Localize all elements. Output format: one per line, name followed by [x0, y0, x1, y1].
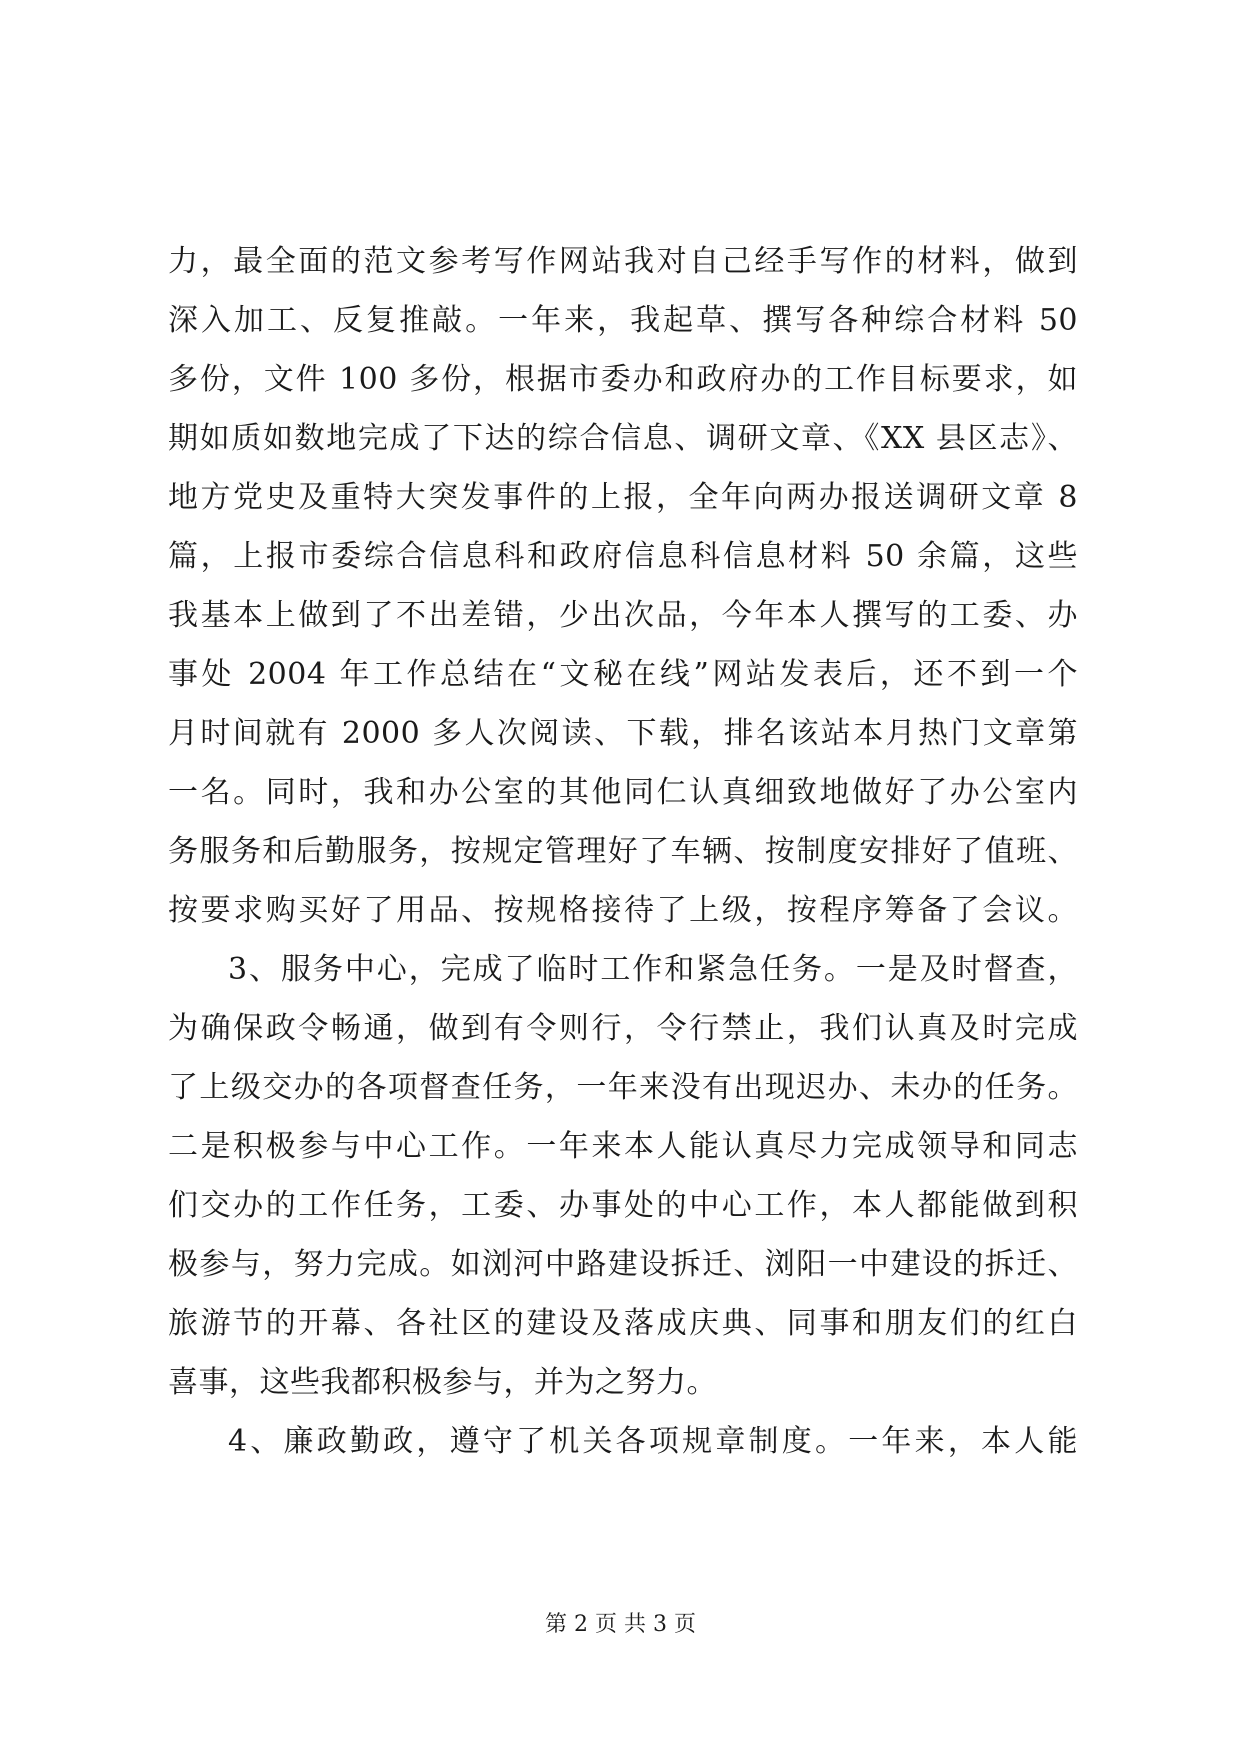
text-line: 我基本上做到了不出差错，少出次品，今年本人撰写的工委、办 — [168, 598, 1078, 633]
page-footer — [0, 1610, 1241, 1640]
text-line: 了上级交办的各项督查任务，一年来没有出现迟办、未办的任务。 — [168, 1070, 1078, 1105]
text-line: 按要求购买好了用品、按规格接待了上级，按程序筹备了会议。 — [168, 893, 1078, 928]
page-number-label: 第 2 页 共 3 页 — [545, 1612, 696, 1637]
text-line: 旅游节的开幕、各社区的建设及落成庆典、同事和朋友们的红白 — [168, 1306, 1078, 1341]
paragraph-start-line: 4、廉政勤政，遵守了机关各项规章制度。一年来，本人能 — [228, 1424, 1078, 1459]
text-line: 多份，文件 100 多份，根据市委办和政府办的工作目标要求，如 — [168, 362, 1078, 397]
text-line: 事处 2004 年工作总结在“文秘在线”网站发表后，还不到一个 — [168, 657, 1078, 692]
text-line: 务服务和后勤服务，按规定管理好了车辆、按制度安排好了值班、 — [168, 834, 1078, 869]
text-line: 力，最全面的范文参考写作网站我对自己经手写作的材料，做到 — [168, 244, 1078, 279]
text-line: 地方党史及重特大突发事件的上报，全年向两办报送调研文章 8 — [168, 480, 1078, 515]
paragraph-start-line: 3、服务中心，完成了临时工作和紧急任务。一是及时督查， — [228, 952, 1078, 987]
text-line: 期如质如数地完成了下达的综合信息、调研文章、《XX 县区志》、 — [168, 421, 1078, 456]
text-line: 月时间就有 2000 多人次阅读、下载，排名该站本月热门文章第 — [168, 716, 1078, 751]
text-line: 篇，上报市委综合信息科和政府信息科信息材料 50 余篇，这些 — [168, 539, 1078, 574]
text-line: 二是积极参与中心工作。一年来本人能认真尽力完成领导和同志 — [168, 1129, 1078, 1164]
paragraph-end-line: 喜事，这些我都积极参与，并为之努力。 — [168, 1365, 717, 1400]
text-line: 深入加工、反复推敲。一年来，我起草、撰写各种综合材料 50 — [168, 303, 1078, 338]
text-line: 们交办的工作任务，工委、办事处的中心工作，本人都能做到积 — [168, 1188, 1078, 1223]
body-text — [168, 232, 1078, 1471]
text-line: 一名。同时，我和办公室的其他同仁认真细致地做好了办公室内 — [168, 775, 1078, 810]
text-line: 极参与，努力完成。如浏河中路建设拆迁、浏阳一中建设的拆迁、 — [168, 1247, 1078, 1282]
text-line: 为确保政令畅通，做到有令则行，令行禁止，我们认真及时完成 — [168, 1011, 1078, 1046]
